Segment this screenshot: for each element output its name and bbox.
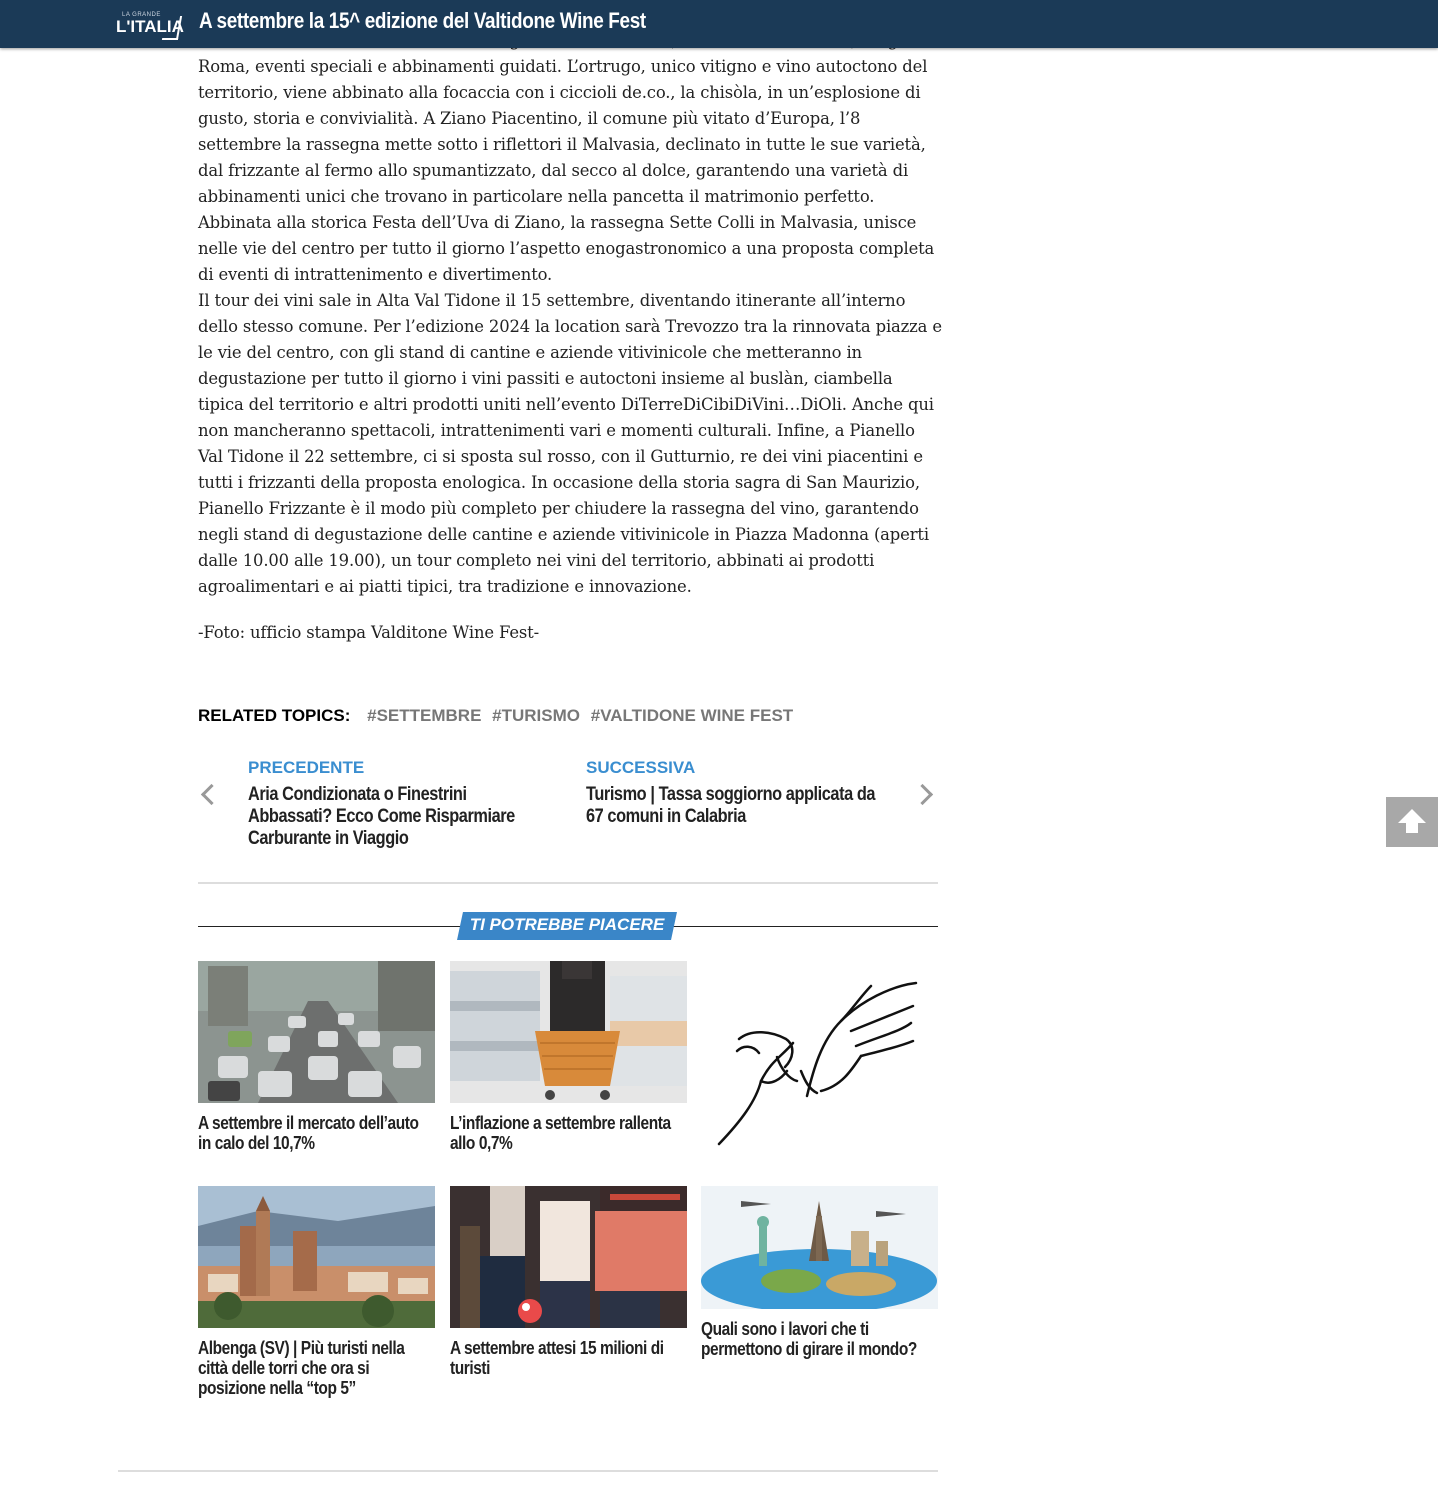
previous-post-title[interactable]: Aria Condizionata o Finestrini Abbassati? Ecco Come Risparmiare Carburante in Viaggio [248, 784, 515, 849]
related-post-card[interactable] [701, 961, 938, 1161]
site-logo[interactable] [116, 12, 184, 38]
article-paragraph: Il tour dei vini sale in Alta Val Tidone il 15 settembre, diventando itinerante all’interno dello stesso comune. Per l’edizione 2024 la location sarà Trevozzo tra la rinnovata piazza e le vie del centro, con gli stand di cantine e aziende vitivinicole che metteranno in degustazione per tutto il giorno i vini passiti e autoctoni insieme al buslàn, ciambella tipica del territorio e altri prodotti uniti nell’evento DiTerreDiCibiDiVini…DiOli. Anche qui non mancheranno spettacoli, intrattenimenti vari e momenti culturali. Infine, a Pianello Val Tidone il 22 settembre, ci si sposta sul rosso, con il Gutturnio, re dei vini piacentini e tutti i frizzanti della proposta enologica. In occasione della storia sagra di San Maurizio, Pianello Frizzante è il modo più completo per chiudere la rassegna del vino, garantendo negli stand di degustazione delle cantine e aziende vitivinicole in Piazza Madonna (aperti dalle 10.00 alle 19.00), un tour completo nei vini del territorio, abbinati ai prodotti agroalimentari e ai piatti tipici, tra tradizione e innovazione. [198, 291, 942, 596]
related-post-card[interactable] [450, 1186, 687, 1378]
chevron-right-icon[interactable] [912, 784, 933, 805]
photo-credit: -Foto: ufficio stampa Valditone Wine Fest- [198, 623, 539, 642]
tag-link-valtidone-wine-fest[interactable]: #VALTIDONE WINE FEST [590, 706, 794, 725]
footer-divider [118, 1470, 938, 1472]
related-post-title[interactable]: L’inflazione a settembre rallenta allo 0,7% [450, 1113, 671, 1153]
arrow-up-icon [1398, 809, 1426, 823]
related-post-title[interactable]: A settembre il mercato dell’auto in calo del 10,7% [198, 1113, 419, 1153]
shopping-cart-photo[interactable] [450, 961, 687, 1103]
post-navigation [198, 756, 938, 884]
traffic-photo[interactable] [198, 961, 435, 1103]
chevron-left-icon[interactable] [201, 784, 222, 805]
related-topics [198, 706, 793, 726]
arrow-up-icon-stem [1406, 823, 1418, 833]
world-travel-photo[interactable] [701, 1186, 938, 1309]
page-title: A settembre la 15^ edizione del Valtidone Wine Fest [199, 8, 646, 33]
next-post-title[interactable]: Turismo | Tassa soggiorno applicata da 67 comuni in Calabria [586, 784, 876, 827]
tag-link-settembre[interactable]: #SETTEMBRE [367, 706, 482, 725]
tourists-photo[interactable] [450, 1186, 687, 1328]
previous-label: PRECEDENTE [248, 758, 365, 777]
related-post-title[interactable]: Albenga (SV) | Più turisti nella città delle torri che ora si posizione nella “top 5” [198, 1338, 405, 1398]
related-post-card[interactable] [198, 961, 435, 1153]
related-post-title[interactable]: Quali sono i lavori che ti permettono di girare il mondo? [701, 1319, 917, 1359]
article-body [198, 28, 943, 646]
logo-text: L'ITALIA [116, 17, 184, 36]
article-paragraph: Roma, eventi speciali e abbinamenti guidati. L’ortrugo, unico vitigno e vino autoctono del territorio, viene abbinato alla focaccia con i ciccioli de.co., la chisòla, in un’esplosione di gusto, storia e convivialità. A Ziano Piacentino, il comune più vitato d’Europa, l’8 settembre la rassegna mette sotto i riflettori il Malvasia, declinato in tutte le sue varietà, dal frizzante al fermo allo spumantizzato, dal secco al dolce, garantendo una varietà di abbinamenti unici che trovano in particolare nella pancetta il matrimonio perfetto. Abbinata alla storica Festa dell’Uva di Ziano, la rassegna Sette Colli in Malvasia, unisce nelle vie del centro per tutto il giorno l’aspetto enogastronomico a una proposta completa di eventi di intrattenimento e divertimento. [198, 57, 935, 284]
related-post-card[interactable] [198, 1186, 435, 1398]
logo-small-text: LA GRANDE [122, 12, 161, 18]
heading-text: TI POTREBBE PIACERE [469, 915, 665, 934]
more-posts-heading [198, 912, 938, 940]
griffin-logo[interactable] [701, 961, 938, 1151]
next-post-link[interactable] [586, 758, 881, 828]
related-post-card[interactable] [701, 1186, 938, 1359]
back-to-top-button[interactable] [1386, 797, 1438, 847]
site-header [0, 0, 1438, 48]
tag-link-turismo[interactable]: #TURISMO [492, 706, 580, 725]
related-post-card[interactable] [450, 961, 687, 1153]
albenga-photo[interactable] [198, 1186, 435, 1328]
related-topics-label: RELATED TOPICS: [198, 706, 351, 725]
next-label: SUCCESSIVA [586, 758, 696, 777]
related-post-title[interactable]: A settembre attesi 15 milioni di turisti [450, 1338, 664, 1378]
previous-post-link[interactable] [248, 758, 543, 850]
